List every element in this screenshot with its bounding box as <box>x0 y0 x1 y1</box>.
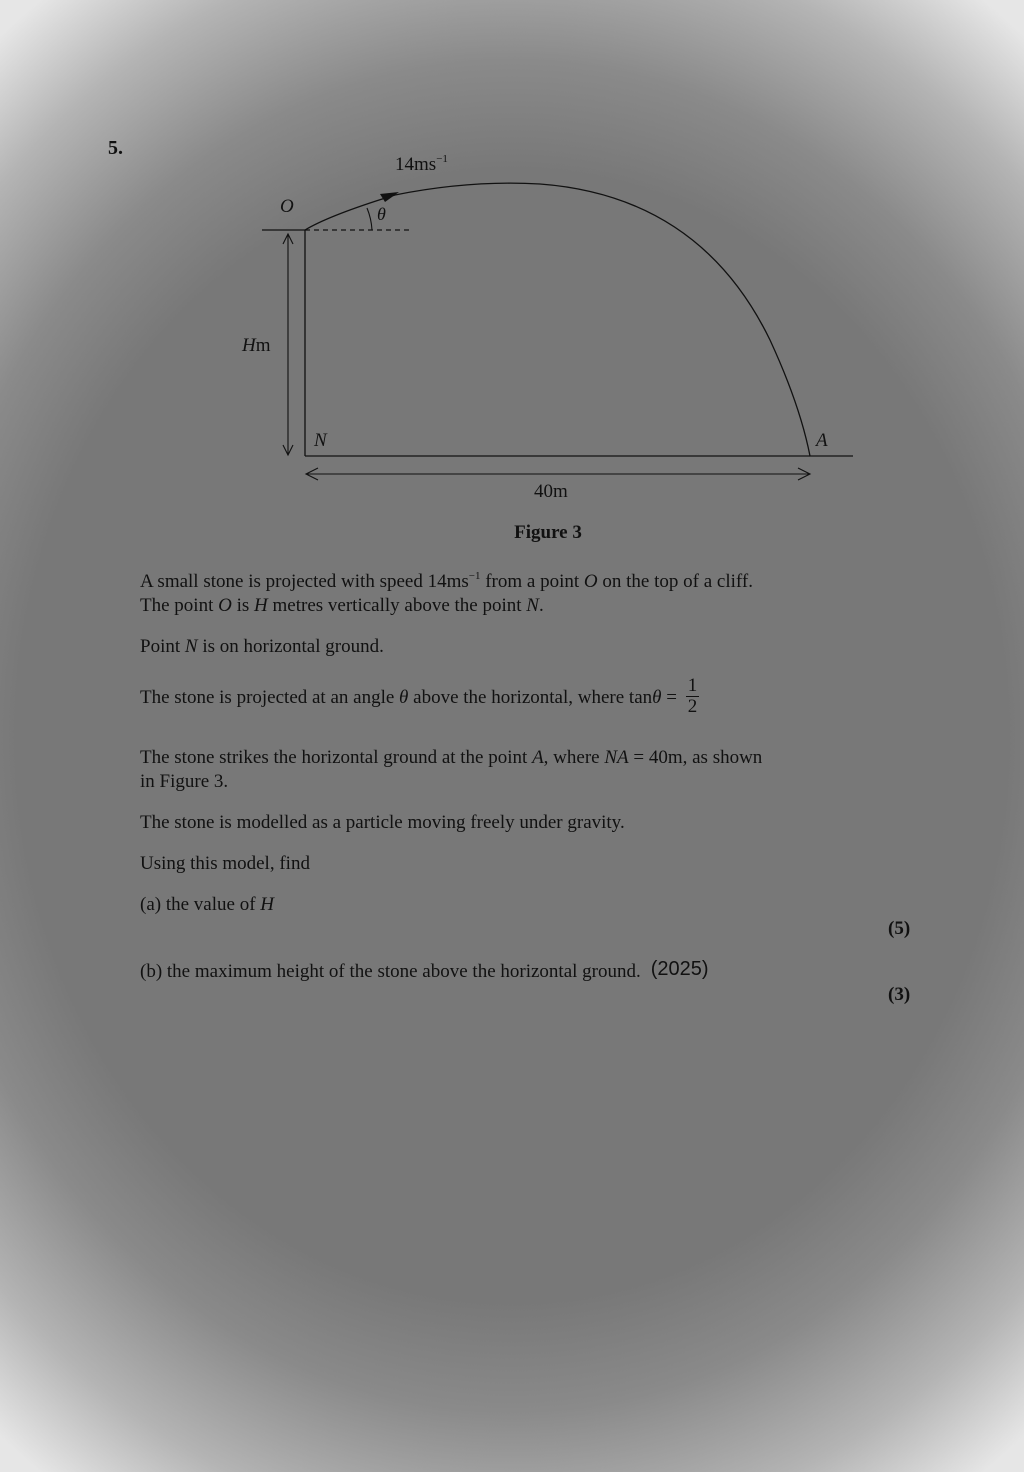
part-a: (a) the value of H <box>140 894 275 915</box>
speed-label: $14ms^{-1}$ <box>395 153 448 175</box>
angle-theta-label: θ <box>377 204 386 224</box>
paragraph-1: A small stone is projected with speed $14ms^{-1}$ from a point O on the top of a cliff. <box>140 570 753 592</box>
paragraph-2: The point O is H metres vertically above the point N. <box>140 595 544 616</box>
point-a-label: A <box>816 430 828 451</box>
paragraph-4: The stone is projected at an angle θ above the horizontal, where tanθ = $\frac{1}{2}$ <box>140 675 698 717</box>
point-n-label: N <box>314 430 327 451</box>
year-annotation: (2025) <box>650 958 709 980</box>
velocity-arrow-icon <box>380 192 399 202</box>
paragraph-8: Using this model, find <box>140 853 310 874</box>
point-o-label: O <box>280 196 294 217</box>
part-b: (b) the maximum height of the stone above the horizontal ground. (2025) <box>140 958 709 982</box>
distance-label: 40m <box>534 481 568 502</box>
paragraph-5: The stone strikes the horizontal ground at the point A, where NA = 40m, as shown <box>140 747 763 768</box>
figure-3-diagram <box>0 0 1024 560</box>
height-label: Hm <box>242 335 271 356</box>
figure-caption: Figure 3 <box>514 522 582 543</box>
part-a-marks: (5) <box>888 918 911 939</box>
part-b-marks: (3) <box>888 984 911 1005</box>
paragraph-7: The stone is modelled as a particle moving freely under gravity. <box>140 812 625 833</box>
fraction-one-half: $\frac{1}{2}$ <box>687 675 698 717</box>
angle-arc <box>367 208 372 230</box>
paragraph-3: Point N is on horizontal ground. <box>140 636 384 657</box>
question-number: 5. <box>108 137 123 159</box>
paragraph-6: in Figure 3. <box>140 771 229 792</box>
